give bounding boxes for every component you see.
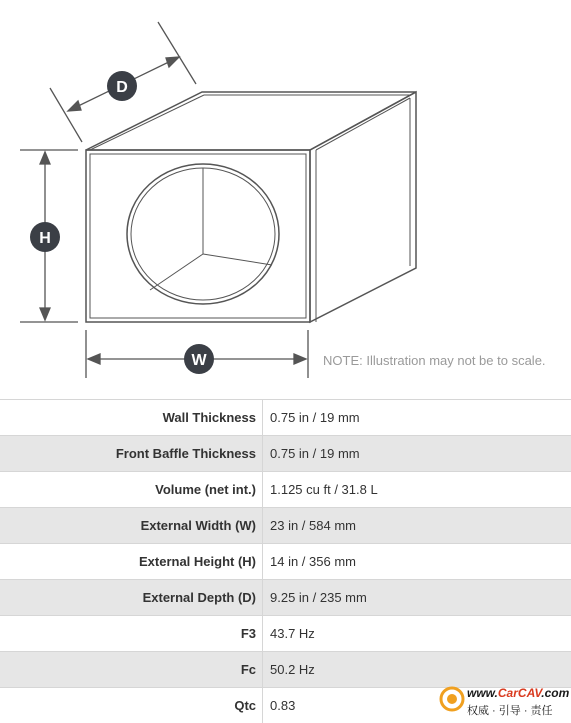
table-row [0,616,571,652]
spec-label: External Height (H) [0,544,263,580]
table-row [0,472,571,508]
width-badge [184,344,214,374]
spec-label: Front Baffle Thickness [0,436,263,472]
spec-value: 14 in / 356 mm [263,544,571,580]
spec-label: F3 [0,616,263,652]
spec-value: 1.125 cu ft / 31.8 L [263,472,571,508]
spec-label: External Width (W) [0,508,263,544]
spec-label: Wall Thickness [0,400,263,436]
carcav-logo-icon [439,686,465,712]
height-label: H [39,230,51,247]
table-row [0,652,571,688]
spec-value: 0.75 in / 19 mm [263,400,571,436]
spec-label: Volume (net int.) [0,472,263,508]
spec-value: 50.2 Hz [263,652,571,688]
spec-value: 0.83 [263,688,571,723]
spec-label: Fc [0,652,263,688]
spec-label: External Depth (D) [0,580,263,616]
watermark-tagline: 权威 · 引导 · 责任 [467,705,553,717]
subwoofer-box-illustration [86,92,416,322]
watermark-url-brand: CarCAV [497,686,542,700]
watermark-url [467,686,569,700]
depth-label: D [116,79,128,96]
table-row [0,544,571,580]
width-label: W [191,352,207,369]
scale-note: NOTE: Illustration may not be to scale. [323,353,546,368]
depth-badge [107,71,137,101]
spec-value: 9.25 in / 235 mm [263,580,571,616]
spec-label: Qtc [0,688,263,723]
table-row [0,508,571,544]
table-row [0,580,571,616]
specs-table [0,399,571,723]
watermark-url-prefix: www. [467,686,498,700]
table-row [0,436,571,472]
spec-value: 23 in / 584 mm [263,508,571,544]
watermark [437,684,570,720]
spec-value: 43.7 Hz [263,616,571,652]
watermark-url-suffix: .com [541,686,570,700]
spec-value: 0.75 in / 19 mm [263,436,571,472]
height-badge [30,222,60,252]
table-row [0,400,571,436]
